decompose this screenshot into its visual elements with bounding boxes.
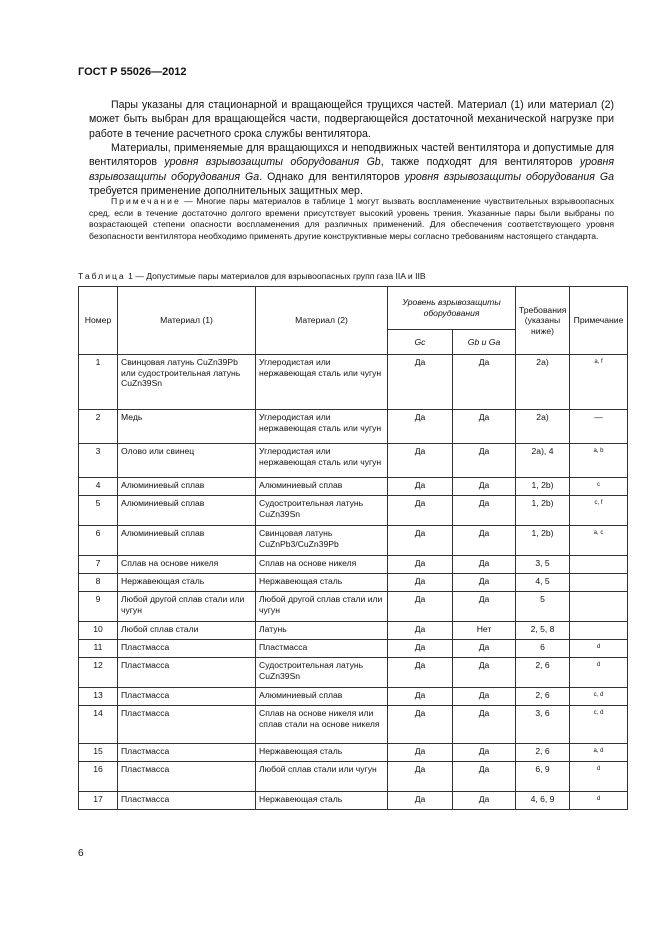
- paragraph-text: требуется применение дополнительных защитных мер.: [89, 185, 363, 198]
- cell-number: 3: [79, 444, 118, 478]
- paragraph-text: Материалы, применяемые для вращающихся и неподвижных частей вентилятора и допустимые для вентиляторов: [89, 142, 614, 169]
- cell-gc: Да: [388, 444, 453, 478]
- cell-requirements: 6, 9: [516, 762, 570, 792]
- cell-note: d: [570, 640, 628, 658]
- cell-note: c, d: [570, 706, 628, 744]
- cell-gbga: Да: [453, 574, 516, 592]
- cell-note: d: [570, 762, 628, 792]
- cell-material1: Алюминиевый сплав: [118, 496, 256, 526]
- cell-gc: Да: [388, 496, 453, 526]
- cell-material1: Алюминиевый сплав: [118, 478, 256, 496]
- cell-requirements: 1, 2b): [516, 526, 570, 556]
- table-row: [79, 658, 628, 688]
- materials-table: [78, 286, 628, 810]
- cell-requirements: 5: [516, 592, 570, 622]
- table-row: [79, 526, 628, 556]
- cell-gbga: Да: [453, 355, 516, 410]
- cell-requirements: 4, 5: [516, 574, 570, 592]
- cell-material2: Нержавеющая сталь: [256, 744, 388, 762]
- table-row: [79, 355, 628, 410]
- cell-material1: Пластмасса: [118, 762, 256, 792]
- cell-gbga: Да: [453, 744, 516, 762]
- cell-gc: Да: [388, 410, 453, 444]
- cell-number: 14: [79, 706, 118, 744]
- cell-material1: Сплав на основе никеля: [118, 556, 256, 574]
- cell-material2: Судостроительная латунь CuZn39Sn: [256, 496, 388, 526]
- cell-requirements: 3, 5: [516, 556, 570, 574]
- cell-number: 12: [79, 658, 118, 688]
- cell-material2: Сплав на основе никеля или сплав стали на основе никеля: [256, 706, 388, 744]
- cell-gc: Да: [388, 622, 453, 640]
- header-material1: Материал (1): [118, 287, 256, 355]
- cell-gc: Да: [388, 658, 453, 688]
- cell-material2: Любой сплав стали или чугун: [256, 762, 388, 792]
- cell-note: c, f: [570, 496, 628, 526]
- table-row: [79, 496, 628, 526]
- cell-material1: Олово или свинец: [118, 444, 256, 478]
- cell-note: [570, 592, 628, 622]
- paragraph-emphasis: уровня взрывозащиты оборудования Gb: [164, 156, 381, 169]
- page-number: 6: [78, 848, 84, 859]
- cell-material2: Углеродистая или нержавеющая сталь или чугун: [256, 444, 388, 478]
- cell-number: 1: [79, 355, 118, 410]
- cell-material1: Пластмасса: [118, 744, 256, 762]
- cell-number: 7: [79, 556, 118, 574]
- cell-requirements: 4, 6, 9: [516, 792, 570, 810]
- cell-number: 16: [79, 762, 118, 792]
- cell-material2: Сплав на основе никеля: [256, 556, 388, 574]
- cell-note: d: [570, 792, 628, 810]
- cell-material2: Любой другой сплав стали или чугун: [256, 592, 388, 622]
- cell-material2: Углеродистая или нержавеющая сталь или чугун: [256, 355, 388, 410]
- cell-note: [570, 622, 628, 640]
- cell-note: a, c: [570, 526, 628, 556]
- table-row: [79, 688, 628, 706]
- cell-gc: Да: [388, 574, 453, 592]
- cell-material1: Пластмасса: [118, 688, 256, 706]
- paragraph-emphasis: уровня взрывозащиты оборудования Ga: [404, 170, 614, 183]
- table-row: [79, 592, 628, 622]
- table-row: [79, 574, 628, 592]
- cell-material1: Алюминиевый сплав: [118, 526, 256, 556]
- note-block: [89, 196, 614, 242]
- table-caption-label: Таблица: [78, 271, 126, 281]
- cell-note: [570, 556, 628, 574]
- cell-material2: Алюминиевый сплав: [256, 478, 388, 496]
- cell-requirements: 2a): [516, 410, 570, 444]
- cell-requirements: 2a): [516, 355, 570, 410]
- paragraph-pairs: Пары указаны для стационарной и вращающейся трущихся частей. Материал (1) или материал (2) может быть выбран для вращающейся части, подвергающейся достаточной механической нагрузке при работе в течение расчетного срока службы вентилятора.: [89, 99, 614, 140]
- cell-number: 9: [79, 592, 118, 622]
- cell-number: 10: [79, 622, 118, 640]
- cell-note: d: [570, 658, 628, 688]
- cell-requirements: 1, 2b): [516, 478, 570, 496]
- cell-requirements: 3, 6: [516, 706, 570, 744]
- table-row: [79, 640, 628, 658]
- cell-gbga: Да: [453, 410, 516, 444]
- cell-requirements: 2, 6: [516, 688, 570, 706]
- note-label: Примечание: [111, 196, 181, 206]
- cell-material1: Любой сплав стали: [118, 622, 256, 640]
- cell-material1: Пластмасса: [118, 658, 256, 688]
- cell-requirements: 1, 2b): [516, 496, 570, 526]
- header-gbga: Gb и Ga: [453, 330, 516, 355]
- cell-note: [570, 574, 628, 592]
- cell-material2: Нержавеющая сталь: [256, 792, 388, 810]
- cell-number: 2: [79, 410, 118, 444]
- cell-material2: Судостроительная латунь CuZn39Sn: [256, 658, 388, 688]
- header-gc: Gc: [388, 330, 453, 355]
- header-requirements: Требования (указаны ниже): [516, 287, 570, 355]
- cell-material2: Свинцовая латунь CuZnPb3/CuZn39Pb: [256, 526, 388, 556]
- header-note: Примечание: [570, 287, 628, 355]
- cell-material2: Латунь: [256, 622, 388, 640]
- cell-gbga: Да: [453, 556, 516, 574]
- table-caption-text: 1 — Допустимые пары материалов для взрывоопасных групп газа IIA и IIB: [125, 271, 426, 281]
- cell-material1: Любой другой сплав стали или чугун: [118, 592, 256, 622]
- cell-requirements: 2, 5, 8: [516, 622, 570, 640]
- cell-number: 15: [79, 744, 118, 762]
- cell-gbga: Нет: [453, 622, 516, 640]
- cell-gc: Да: [388, 556, 453, 574]
- cell-gc: Да: [388, 744, 453, 762]
- cell-gbga: Да: [453, 792, 516, 810]
- table-row: [79, 478, 628, 496]
- cell-gc: Да: [388, 526, 453, 556]
- cell-gbga: Да: [453, 688, 516, 706]
- table-row: [79, 792, 628, 810]
- cell-gbga: Да: [453, 496, 516, 526]
- header-number: Номер: [79, 287, 118, 355]
- table-row: [79, 556, 628, 574]
- cell-gc: Да: [388, 355, 453, 410]
- paragraph-text: , также подходят для вентиляторов: [380, 156, 580, 169]
- note-text: — Многие пары материалов в таблице 1 могут вызвать воспламенение чувствительных взрывоопасных сред, если в течение достаточно долгого времени присутствует высокий уровень трения. Указанные пары были выбраны по возрастающей степени опасности воспламенения для различных применений. Для обеспечения соответствующего уровня безопасности вентилятора необходимо применять другие конструктивные меры согласно требованиям настоящего стандарта.: [89, 196, 614, 241]
- cell-note: a, d: [570, 744, 628, 762]
- table-caption: [78, 271, 426, 281]
- cell-material1: Пластмасса: [118, 706, 256, 744]
- cell-gc: Да: [388, 640, 453, 658]
- cell-number: 13: [79, 688, 118, 706]
- header-protection-level: Уровень взрывозащиты оборудования: [388, 287, 516, 330]
- cell-note: c, d: [570, 688, 628, 706]
- cell-gc: Да: [388, 592, 453, 622]
- table-body: [79, 355, 628, 810]
- cell-number: 5: [79, 496, 118, 526]
- cell-gbga: Да: [453, 592, 516, 622]
- cell-gc: Да: [388, 706, 453, 744]
- cell-gbga: Да: [453, 526, 516, 556]
- cell-gbga: Да: [453, 762, 516, 792]
- cell-note: a, b: [570, 444, 628, 478]
- cell-number: 8: [79, 574, 118, 592]
- cell-material2: Пластмасса: [256, 640, 388, 658]
- table-row: [79, 706, 628, 744]
- cell-gc: Да: [388, 762, 453, 792]
- cell-material2: Углеродистая или нержавеющая сталь или чугун: [256, 410, 388, 444]
- cell-material1: Свинцовая латунь CuZn39Pb или судостроительная латунь CuZn39Sn: [118, 355, 256, 410]
- document-header: ГОСТ Р 55026—2012: [78, 66, 187, 78]
- cell-gbga: Да: [453, 658, 516, 688]
- cell-gbga: Да: [453, 706, 516, 744]
- table-row: [79, 410, 628, 444]
- cell-material1: Нержавеющая сталь: [118, 574, 256, 592]
- table-row: [79, 622, 628, 640]
- cell-material1: Пластмасса: [118, 640, 256, 658]
- cell-material1: Медь: [118, 410, 256, 444]
- cell-note: a, f: [570, 355, 628, 410]
- cell-requirements: 2, 6: [516, 744, 570, 762]
- paragraph-emphasis: уровня взрывозащиты оборудования Ga: [89, 156, 614, 183]
- cell-gc: Да: [388, 792, 453, 810]
- table-row: [79, 744, 628, 762]
- cell-note: —: [570, 410, 628, 444]
- cell-gbga: Да: [453, 444, 516, 478]
- cell-material2: Алюминиевый сплав: [256, 688, 388, 706]
- cell-gc: Да: [388, 478, 453, 496]
- paragraph-materials: [89, 141, 614, 199]
- cell-number: 11: [79, 640, 118, 658]
- paragraph-text: . Однако для вентиляторов: [259, 170, 405, 183]
- table-row: [79, 444, 628, 478]
- cell-material2: Нержавеющая сталь: [256, 574, 388, 592]
- cell-number: 17: [79, 792, 118, 810]
- cell-material1: Пластмасса: [118, 792, 256, 810]
- header-material2: Материал (2): [256, 287, 388, 355]
- cell-gbga: Да: [453, 478, 516, 496]
- cell-requirements: 2a), 4: [516, 444, 570, 478]
- cell-gbga: Да: [453, 640, 516, 658]
- cell-gc: Да: [388, 688, 453, 706]
- cell-number: 6: [79, 526, 118, 556]
- cell-number: 4: [79, 478, 118, 496]
- cell-requirements: 2, 6: [516, 658, 570, 688]
- cell-requirements: 6: [516, 640, 570, 658]
- table-row: [79, 762, 628, 792]
- cell-note: c: [570, 478, 628, 496]
